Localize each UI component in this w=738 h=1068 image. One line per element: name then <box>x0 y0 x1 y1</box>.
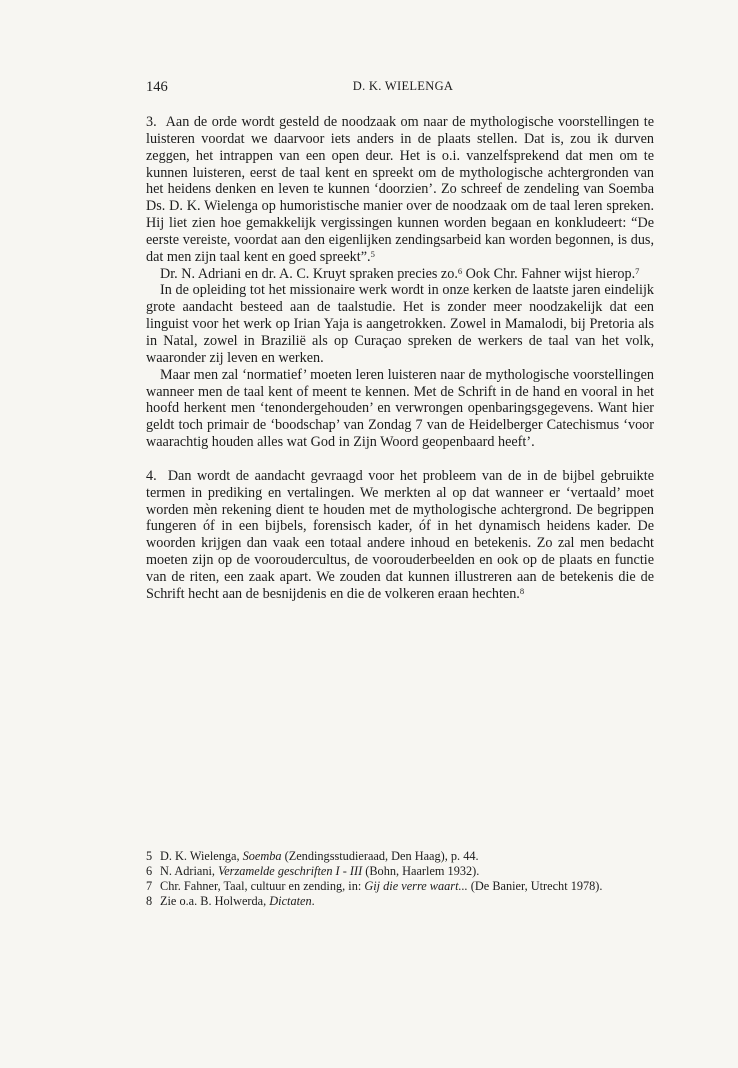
body-text <box>146 114 654 603</box>
footnote-text-after: (Bohn, Haarlem 1932). <box>362 864 480 879</box>
paragraph-text: Dr. N. Adriani en dr. A. C. Kruyt spraken precies zo. <box>160 265 458 282</box>
section-number: 4. <box>146 467 157 484</box>
footnote-number: 6 <box>146 864 153 879</box>
page-number: 146 <box>146 79 168 95</box>
footnote-number: 5 <box>146 849 153 863</box>
section-3-paragraph-4 <box>146 367 654 451</box>
footnote-5 <box>146 849 654 864</box>
footnote-ref-5: 5 <box>370 248 375 259</box>
paragraph-text: In de opleiding tot het missionaire werk wordt in onze kerken de laatste jaren eindelijk grote aandacht besteed aan de taalstudie. Het is zonder meer noodzakelijk dat een linguist voor het werk op Irian Yaja is aangetrokken. Zowel in Mamalodi, bij Pretoria als in Natal, zowel in Brazilië als op Curaçao spreken de werkers de taal van het volk, waaronder zij leven en werken. <box>146 282 654 366</box>
paragraph-text: Aan de orde wordt gesteld de noodzaak om naar de mythologische voorstellingen te luisteren voordat we daarvoor iets anders in de plaats stellen. Dat is, zou ik durven zeggen, het intrappen van een open deur. Het is o.i. vanzelfsprekend dat men om te kunnen luisteren, eerst de taal kent en spreekt om de mythologische achtergronden van het heidens denken en leven te kunnen ‘doorzien’. Zo schreef de zendeling van Soemba Ds. D. K. Wielenga op humoristische manier over de noodzaak om de taal leren spreken. Hij liet zien hoe gemakkelijk vergissingen kunnen worden begaan en konkludeert: “De eerste vereiste, voordat aan den eigenlijken zendingsarbeid kan worden begonnen, is dus, dat men zijn taal kent en goed spreekt”. <box>146 114 654 265</box>
running-head: D. K. WIELENGA <box>352 79 454 93</box>
footnote-title: Dictaten <box>269 894 312 909</box>
page-header <box>146 79 654 99</box>
section-3-paragraph-2 <box>146 266 654 283</box>
footnote-number: 7 <box>146 879 153 894</box>
footnote-text-after: (De Banier, Utrecht 1978). <box>467 879 603 894</box>
footnote-text: D. K. Wielenga, <box>160 849 243 863</box>
section-4-paragraph-1 <box>146 468 654 603</box>
footnote-text: N. Adriani, <box>160 864 219 879</box>
footnote-ref-6: 6 <box>457 265 463 276</box>
section-number: 3. <box>146 114 157 130</box>
footnote-ref-8: 8 <box>519 585 525 596</box>
footnote-text-after: . <box>311 894 315 909</box>
paragraph-text-continued: Ook Chr. Fahner wijst hierop. <box>462 265 636 282</box>
footnote-6 <box>146 864 654 879</box>
footnote-text: Zie o.a. B. Holwerda, <box>160 894 270 909</box>
section-3-paragraph-3 <box>146 282 654 366</box>
paragraph-text: Dan wordt de aandacht gevraagd voor het probleem van de in de bijbel gebruikte termen in prediking en vertalingen. We merkten al op dat wanneer er ‘vertaald’ moet worden mèn rekening dient te houden met de mythologische achtergrond. De begrippen fungeren óf in een bijbels, forensisch kader, óf in het dynamisch heidens kader. De woorden krijgen dan vaak een totaal andere inhoud en betekenis. Zo zal men bedacht moeten zijn op de vooroudercultus, de voorouderbeelden en ook op de plaats en functie van de riten, een zaak apart. We zouden dat kunnen illustreren aan de betekenis die de Schrift hecht aan de besnijdenis en die de volkeren eraan hechten. <box>146 467 655 602</box>
footnote-7 <box>146 879 654 894</box>
footnote-title: Verzamelde geschriften I - III <box>218 864 363 879</box>
footnote-text: Chr. Fahner, Taal, cultuur en zending, in: <box>160 879 365 894</box>
footnote-8 <box>146 894 654 909</box>
paragraph-text: Maar men zal ‘normatief’ moeten leren luisteren naar de mythologische voorstellingen wanneer men de taal kent of meent te kennen. Met de Schrift in de hand en vooral in het hoofd herkent men ‘tenondergehouden’ en verwrongen openbaringsgegevens. Want hier geldt toch primair de ‘boodschap’ van Zondag 7 van de Heidelberger Catechismus ‘voor waarachtig houden alles wat God in Zijn Woord geopenbaard heeft’. <box>146 366 654 451</box>
footnote-title: Gij die verre waart... <box>364 879 468 894</box>
footnote-ref-7: 7 <box>635 265 640 276</box>
footnotes <box>146 849 654 909</box>
footnote-text-after: (Zendingsstudieraad, Den Haag), p. 44. <box>281 849 479 863</box>
footnote-number: 8 <box>146 894 153 909</box>
footnote-title: Soemba <box>242 849 282 863</box>
section-3-paragraph-1 <box>146 114 654 266</box>
